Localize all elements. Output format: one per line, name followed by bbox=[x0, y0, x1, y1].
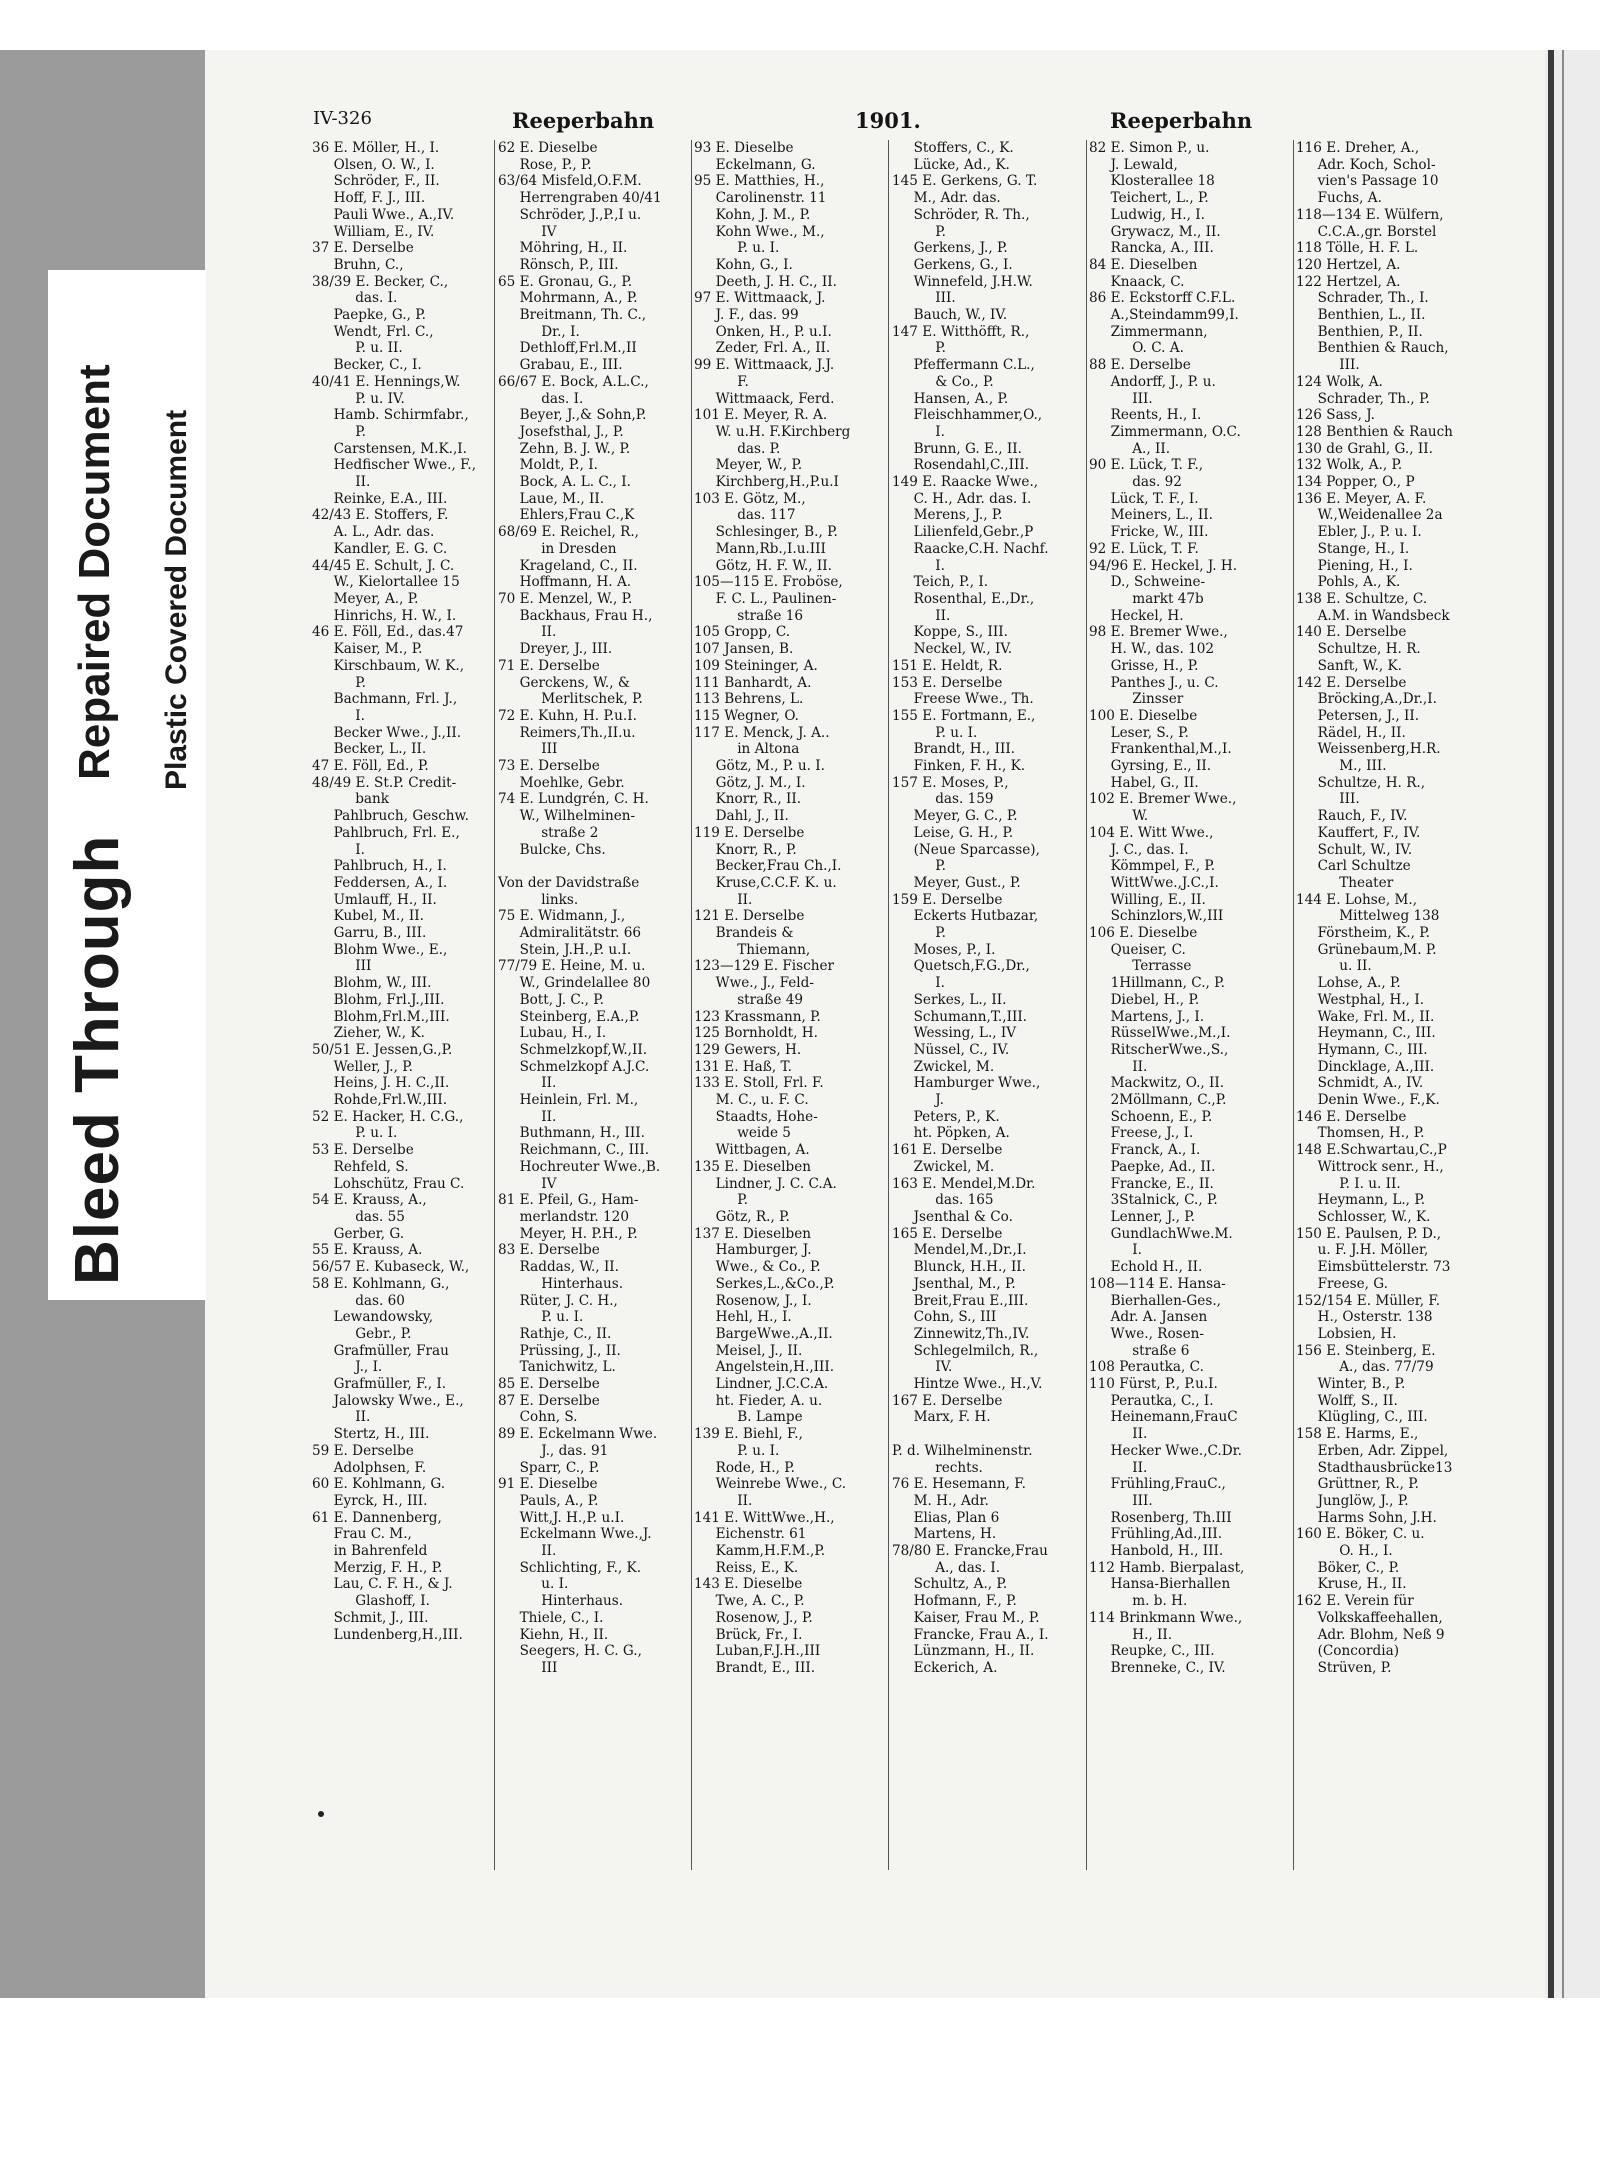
column-divider bbox=[1086, 140, 1087, 1870]
plastic-covered-label: Plastic Covered Document bbox=[160, 409, 193, 790]
street-title-left: Reeperbahn bbox=[512, 108, 655, 133]
column-divider bbox=[494, 140, 495, 1870]
directory-column-5: 82 E. Simon P., u. J. Lewald, Klosterallee 18 Teichert, L., P. Ludwig, H., I. Grywacz, M., II. Rancka, A., III. 84 E. Dieselben Knaack, C. 86 E. Eckstorff C.F.L. A.,Steindamm99,I. Zimmermann, O. C. A. 88 E. Derselbe Andorff, J., P. u. III. Reents, H., I. Zimmermann, O.C. A., II. 90 E. Lück, T. F., das. 92 Lück, T. F., I. Meiners, L., II. Fricke, W., III. 92 E. Lück, T. F. 94/96 E. Heckel, J. H. D., Schweine- markt 47b Heckel, H. 98 E. Bremer Wwe., H. W., das. 102 Grisse, H., P. Panthes J., u. C. Zinsser 100 E. Dieselbe Leser, S., P. Frankenthal,M.,I. Gyrsing, E., II. Habel, G., II. 102 E. Bremer Wwe., W. 104 E. Witt Wwe., J. C., das. I. Kömmpel, F., P. WittWwe.,J.C.,I. Willing, E., II. Schinzlors,W.,III 106 E. Dieselbe Queiser, C. Terrasse 1Hillmann, C., P. Diebel, H., P. Martens, J., I. RüsselWwe.,M.,I. RitscherWwe.,S., II. Mackwitz, O., II. 2Möllmann, C.,P. Schoenn, E., P. Freese, J., I. Franck, A., I. Paepke, Ad., II. Francke, E., II. 3Stalnick, C., P. Lenner, J., P. GundlachWwe.M. I. Echold H., II. 108—114 E. Hansa- Bierhallen-Ges., Adr. A. Jansen Wwe., Rosen- straße 6 108 Perautka, C. 110 Fürst, P., P.u.I. Perautka, C., I. Heinemann,FrauC II. Hecker Wwe.,C.Dr. II. Frühling,FrauC., III. Rosenberg, Th.III Frühling,Ad.,III. Hanbold, H., III. 112 Hamb. Bierpalast, Hansa-Bierhallen m. b. H. 114 Brinkmann Wwe., H., II. Reupke, C., III. Brenneke, C., IV. bbox=[1089, 140, 1245, 1676]
page-binding-edge bbox=[1548, 50, 1554, 1998]
directory-column-4: Stoffers, C., K. Lücke, Ad., K. 145 E. Gerkens, G. T. M., Adr. das. Schröder, R. Th., P. Gerkens, J., P. Gerkens, G., I. Winnefeld, J.H.W. III. Bauch, W., IV. 147 E. Witthöfft, R., P. Pfeffermann C.L., & Co., P. Hansen, A., P. Fleischhammer,O., I. Brunn, G. E., II. Rosendahl,C.,III. 149 E. Raacke Wwe., C. H., Adr. das. I. Merens, J., P. Lilienfeld,Gebr.,P Raacke,C.H. Nachf. I. Teich, P., I. Rosenthal, E.,Dr., II. Koppe, S., III. Neckel, W., IV. 151 E. Heldt, R. 153 E. Derselbe Freese Wwe., Th. 155 E. Fortmann, E., P. u. I. Brandt, H., III. Finken, F. H., K. 157 E. Moses, P., das. 159 Meyer, G. C., P. Leise, G. H., P. (Neue Sparcasse), P. Meyer, Gust., P. 159 E. Derselbe Eckerts Hutbazar, P. Moses, P., I. Quetsch,F.G.,Dr., I. Serkes, L., II. Schumann,T.,III. Wessing, L., IV Nüssel, C., IV. Zwickel, M. Hamburger Wwe., J. Peters, P., K. ht. Pöpken, A. 161 E. Derselbe Zwickel, M. 163 E. Mendel,M.Dr. das. 165 Jsenthal & Co. 165 E. Derselbe Mendel,M.,Dr.,I. Blunck, H.H., II. Jsenthal, M., P. Breit,Frau E.,III. Cohn, S., III Zinnewitz,Th.,IV. Schlegelmilch, R., IV. Hintze Wwe., H.,V. 167 E. Derselbe Marx, F. H. P. d. Wilhelminenstr. rechts. 76 E. Hesemann, F. M. H., Adr. Elias, Plan 6 Martens, H. 78/80 E. Francke,Frau A., das. I. Schultz, A., P. Hofmann, F., P. Kaiser, Frau M., P. Francke, Frau A., I. Lünzmann, H., II. Eckerich, A. bbox=[892, 140, 1049, 1676]
page-number: IV-326 bbox=[313, 108, 372, 129]
year-heading: 1901. bbox=[855, 108, 921, 133]
column-divider bbox=[691, 140, 692, 1870]
ink-dot-mark bbox=[318, 1811, 324, 1817]
directory-column-2: 62 E. Dieselbe Rose, P., P. 63/64 Misfeld,O.F.M. Herrengraben 40/41 Schröder, J.,P.,I u. IV Möhring, H., II. Rönsch, P., III. 65 E. Gronau, G., P. Mohrmann, A., P. Breitmann, Th. C., Dr., I. Dethloff,Frl.M.,II Grabau, E., III. 66/67 E. Bock, A.L.C., das. I. Beyer, J.,& Sohn,P. Josefsthal, J., P. Zehn, B. J. W., P. Moldt, P., I. Bock, A. L. C., I. Laue, M., II. Ehlers,Frau C.,K 68/69 E. Reichel, R., in Dresden Krageland, C., II. Hoffmann, H. A. 70 E. Menzel, W., P. Backhaus, Frau H., II. Dreyer, J., III. 71 E. Derselbe Gerckens, W., & Merlitschek, P. 72 E. Kuhn, H. P.u.I. Reimers,Th.,II.u. III 73 E. Derselbe Moehlke, Gebr. 74 E. Lundgrén, C. H. W., Wilhelminen- straße 2 Bulcke, Chs. Von der Davidstraße links. 75 E. Widmann, J., Admiralitätstr. 66 Stein, J.H.,P. u.I. 77/79 E. Heine, M. u. W., Grindelallee 80 Bott, J. C., P. Steinberg, E.A.,P. Lubau, H., I. Schmelzkopf,W.,II. Schmelzkopf A.J.C. II. Heinlein, Frl. M., II. Buthmann, H., III. Reichmann, C., III. Hochreuter Wwe.,B. IV 81 E. Pfeil, G., Ham- merlandstr. 120 Meyer, H. P.H., P. 83 E. Derselbe Raddas, W., II. Hinterhaus. Rüter, J. C. H., P. u. I. Rathje, C., II. Prüssing, J., II. Tanichwitz, L. 85 E. Derselbe 87 E. Derselbe Cohn, S. 89 E. Eckelmann Wwe. J., das. 91 Sparr, C., P. 91 E. Dieselbe Pauls, A., P. Witt,J. H.,P. u.I. Eckelmann Wwe.,J. II. Schlichting, F., K. u. I. Hinterhaus. Thiele, C., I. Kiehn, H., II. Seegers, H. C. G., III bbox=[498, 140, 662, 1676]
directory-column-3: 93 E. Dieselbe Eckelmann, G. 95 E. Matthies, H., Carolinenstr. 11 Kohn, J. M., P. Kohn Wwe., M., P. u. I. Kohn, G., I. Deeth, J. H. C., II. 97 E. Wittmaack, J. J. F., das. 99 Onken, H., P. u.I. Zeder, Frl. A., II. 99 E. Wittmaack, J.J. F. Wittmaack, Ferd. 101 E. Meyer, R. A. W. u.H. F.Kirchberg das. P. Meyer, W., P. Kirchberg,H.,P.u.I 103 E. Götz, M., das. 117 Schlesinger, B., P. Mann,Rb.,I.u.III Götz, H. F. W., II. 105—115 E. Froböse, F. C. L., Paulinen- straße 16 105 Gropp, C. 107 Jansen, B. 109 Steininger, A. 111 Banhardt, A. 113 Behrens, L. 115 Wegner, O. 117 E. Menck, J. A.. in Altona Götz, M., P. u. I. Götz, J. M., I. Knorr, R., II. Dahl, J., II. 119 E. Derselbe Knorr, R., P. Becker,Frau Ch.,I. Kruse,C.C.F. K. u. II. 121 E. Derselbe Brandeis & Thiemann, 123—129 E. Fischer Wwe., J., Feld- straße 49 123 Krassmann, P. 125 Bornholdt, H. 129 Gewers, H. 131 E. Haß, T. 133 E. Stoll, Frl. F. M. C., u. F. C. Staadts, Hohe- weide 5 Wittbagen, A. 135 E. Dieselben Lindner, J. C. C.A. P. Götz, R., P. 137 E. Dieselben Hamburger, J. Wwe., & Co., P. Serkes,L.,&Co.,P. Rosenow, J., I. Hehl, H., I. BargeWwe.,A.,II. Meisel, J., II. Angelstein,H.,III. Lindner, J.C.C.A. ht. Fieder, A. u. B. Lampe 139 E. Biehl, F., P. u. I. Rode, H., P. Weinrebe Wwe., C. II. 141 E. WittWwe.,H., Eichenstr. 61 Kamm,H.F.M.,P. Reiss, E., K. 143 E. Dieselbe Twe, A. C., P. Rosenow, J., P. Brück, Fr., I. Luban,F.J.H.,III Brandt, E., III. bbox=[694, 140, 851, 1676]
bleed-through-label: Bleed Through bbox=[63, 834, 132, 1285]
repaired-document-label: Repaired Document bbox=[70, 364, 119, 780]
column-divider bbox=[1293, 140, 1294, 1870]
page-binding-edge-inner bbox=[1562, 50, 1564, 1998]
street-title-right: Reeperbahn bbox=[1110, 108, 1253, 133]
column-divider bbox=[888, 140, 889, 1870]
directory-column-6: 116 E. Dreher, A., Adr. Koch, Schol- vien's Passage 10 Fuchs, A. 118—134 E. Wülfern, C.C.A.,gr. Borstel 118 Tölle, H. F. L. 120 Hertzel, A. 122 Hertzel, A. Schrader, Th., I. Benthien, L., II. Benthien, P., II. Benthien & Rauch, III. 124 Wolk, A. Schrader, Th., P. 126 Sass, J. 128 Benthien & Rauch 130 de Grahl, G., II. 132 Wolk, A., P. 134 Popper, O., P 136 E. Meyer, A. F. W.,Weidenallee 2a Ebler, J., P. u. I. Stange, H., I. Piening, H., I. Pohls, A., K. 138 E. Schultze, C. A.M. in Wandsbeck 140 E. Derselbe Schultze, H. R. Sanft, W., K. 142 E. Derselbe Bröcking,A.,Dr.,I. Petersen, J., II. Rädel, H., II. Weissenberg,H.R. M., III. Schultze, H. R., III. Rauch, F., IV. Kauffert, F., IV. Schult, W., IV. Carl Schultze Theater 144 E. Lohse, M., Mittelweg 138 Förstheim, K., P. Grünebaum,M. P. u. II. Lohse, A., P. Westphal, H., I. Wake, Frl. M., II. Heymann, C., III. Hymann, C., III. Dincklage, A.,III. Schmidt, A., IV. Denin Wwe., F.,K. 146 E. Derselbe Thomsen, H., P. 148 E.Schwartau,C.,P Wittrock senr., H., P. I. u. II. Heymann, L., P. Schlosser, W., K. 150 E. Paulsen, P. D., u. F. J.H. Möller, Eimsbüttelerstr. 73 Freese, G. 152/154 E. Müller, F. H., Osterstr. 138 Lobsien, H. 156 E. Steinberg, E. A., das. 77/79 Winter, B., P. Wolff, S., II. Klügling, C., III. 158 E. Harms, E., Erben, Adr. Zippel, Stadthausbrücke13 Grüttner, R., P. Junglöw, J., P. Harms Sohn, J.H. 160 E. Böker, C. u. O. H., I. Böker, C., P. Kruse, H., II. 162 E. Verein für Volkskaffeehallen, Adr. Blohm, Neß 9 (Concordia) Strüven, P. bbox=[1296, 140, 1453, 1676]
directory-column-1: 36 E. Möller, H., I. Olsen, O. W., I. Schröder, F., II. Hoff, F. J., III. Pauli Wwe., A.,IV. William, E., IV. 37 E. Derselbe Bruhn, C., 38/39 E. Becker, C., das. I. Paepke, G., P. Wendt, Frl. C., P. u. II. Becker, C., I. 40/41 E. Hennings,W. P. u. IV. Hamb. Schirmfabr., P. Carstensen, M.K.,I. Hedfischer Wwe., F., II. Reinke, E.A., III. 42/43 E. Stoffers, F. A. L., Adr. das. Kandler, E. G. C. 44/45 E. Schult, J. C. W., Kielortallee 15 Meyer, A., P. Hinrichs, H. W., I. 46 E. Föll, Ed., das.47 Kaiser, M., P. Kirschbaum, W. K., P. Bachmann, Frl. J., I. Becker Wwe., J.,II. Becker, L., II. 47 E. Föll, Ed., P. 48/49 E. St.P. Credit- bank Pahlbruch, Geschw. Pahlbruch, Frl. E., I. Pahlbruch, H., I. Feddersen, A., I. Umlauff, H., II. Kubel, M., II. Garru, B., III. Blohm Wwe., E., III Blohm, W., III. Blohm, Frl.J.,III. Blohm,Frl.M.,III. Zieher, W., K. 50/51 E. Jessen,G.,P. Weller, J., P. Heins, J. H. C.,II. Rohde,Frl.W.,III. 52 E. Hacker, H. C.G., P. u. I. 53 E. Derselbe Rehfeld, S. Lohschütz, Frau C. 54 E. Krauss, A., das. 55 Gerber, G. 55 E. Krauss, A. 56/57 E. Kubaseck, W., 58 E. Kohlmann, G., das. 60 Lewandowsky, Gebr., P. Grafmüller, Frau J., I. Grafmüller, F., I. Jalowsky Wwe., E., II. Stertz, H., III. 59 E. Derselbe Adolphsen, F. 60 E. Kohlmann, G. Eyrck, H., III. 61 E. Dannenberg, Frau C. M., in Bahrenfeld Merzig, F. H., P. Lau, C. F. H., & J. Glashoff, I. Schmit, J., III. Lundenberg,H.,III. bbox=[312, 140, 477, 1643]
